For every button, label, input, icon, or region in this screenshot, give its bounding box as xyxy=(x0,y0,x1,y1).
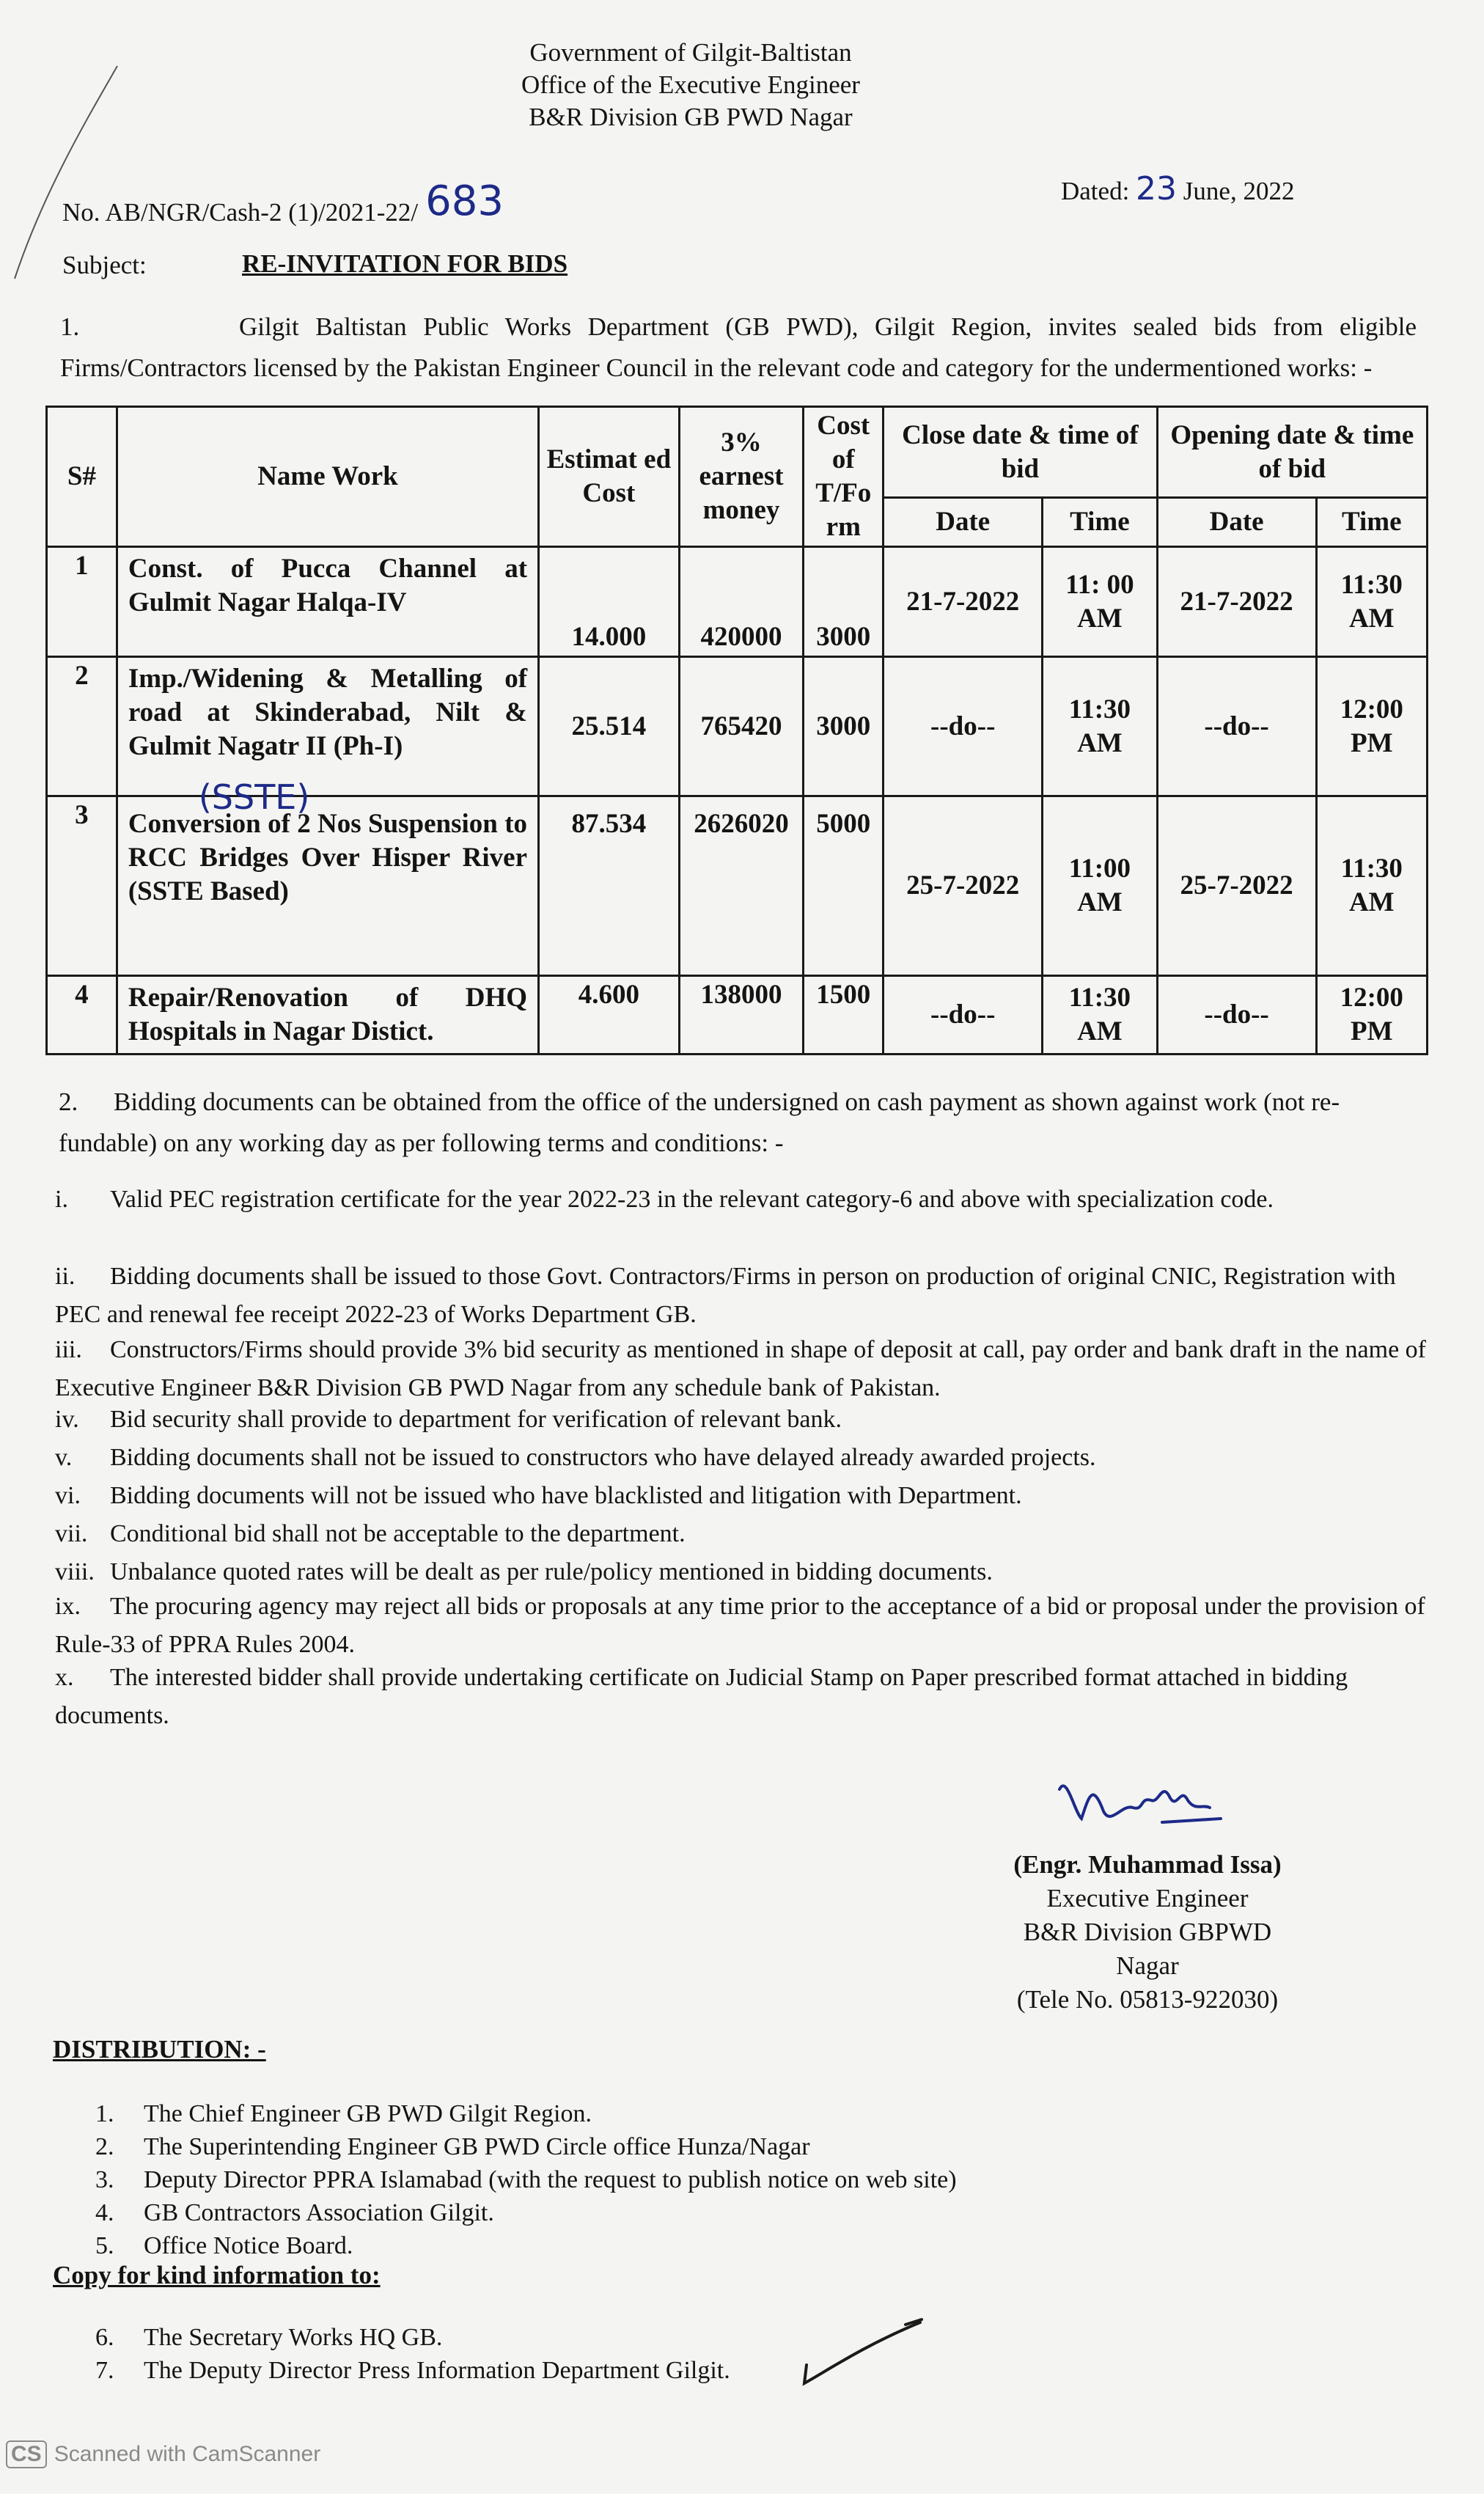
scanner-text: Scanned with CamScanner xyxy=(54,2442,321,2466)
reference-number-label: No. AB/NGR/Cash-2 (1)/2021-22/ xyxy=(62,198,419,227)
distribution-item xyxy=(95,2163,957,2196)
camscanner-logo: CS xyxy=(6,2440,47,2468)
cell-open-date: 25-7-2022 xyxy=(1157,796,1316,976)
date-rest: June, 2022 xyxy=(1183,177,1295,205)
cell-open-date: 21-7-2022 xyxy=(1157,547,1316,657)
condition-text: Bidding documents will not be issued who have blacklisted and litigation with Department. xyxy=(110,1482,1022,1509)
condition-number: i. xyxy=(55,1186,68,1213)
date-label: Dated: xyxy=(1061,177,1130,205)
cell-cost: 25.514 xyxy=(539,657,680,796)
cell-form: 5000 xyxy=(804,796,884,976)
cell-sno: 2 xyxy=(47,657,117,796)
cell-form: 1500 xyxy=(804,976,884,1055)
distribution-text: Deputy Director PPRA Islamabad (with the request to publish notice on web site) xyxy=(144,2166,957,2193)
distribution-item xyxy=(95,2097,592,2130)
cell-cost: 4.600 xyxy=(539,976,680,1055)
paragraph-2 xyxy=(59,1082,1422,1164)
col-header-opening: Opening date & time of bid xyxy=(1157,407,1427,498)
col-header-earnest: 3% earnest money xyxy=(679,407,804,547)
letterhead-line-2: Office of the Executive Engineer xyxy=(521,70,860,99)
condition-item xyxy=(55,1439,1426,1477)
cell-name: Repair/Renovation of DHQ Hospitals in Nagar Distict. xyxy=(117,976,538,1055)
condition-item xyxy=(55,1477,1426,1515)
cell-sno: 3 xyxy=(47,796,117,976)
copy-number: 7. xyxy=(95,2357,114,2384)
cell-close-date: 21-7-2022 xyxy=(884,547,1043,657)
paragraph-1-number: 1. xyxy=(60,312,80,341)
handwritten-signature xyxy=(1052,1767,1243,1848)
cell-open-time: 11:30 AM xyxy=(1316,796,1427,976)
col-header-close-date: Date xyxy=(884,498,1043,547)
condition-number: iv. xyxy=(55,1406,79,1433)
cell-open-time: 11:30 AM xyxy=(1316,547,1427,657)
cell-sno: 4 xyxy=(47,976,117,1055)
condition-text: Valid PEC registration certificate for the year 2022-23 in the relevant category-6 and above with specialization code. xyxy=(110,1186,1274,1213)
distribution-number: 2. xyxy=(95,2133,114,2160)
condition-number: ix. xyxy=(55,1593,81,1620)
distribution-text: GB Contractors Association Gilgit. xyxy=(144,2199,494,2226)
signatory-phone: (Tele No. 05813-922030) xyxy=(1016,1985,1279,2014)
letterhead-line-1: Government of Gilgit-Baltistan xyxy=(529,38,852,67)
copy-text: The Secretary Works HQ GB. xyxy=(144,2324,443,2351)
col-header-open-time: Time xyxy=(1316,498,1427,547)
table-header-row xyxy=(47,407,1428,498)
col-header-sno: S# xyxy=(47,407,117,547)
copy-item xyxy=(95,2354,730,2387)
subject-label: Subject: xyxy=(62,251,147,279)
cell-close-time: 11:30 AM xyxy=(1043,976,1157,1055)
signature-block xyxy=(953,1848,1342,2017)
cell-open-time: 12:00 PM xyxy=(1316,657,1427,796)
condition-number: x. xyxy=(55,1664,74,1691)
cell-open-time: 12:00 PM xyxy=(1316,976,1427,1055)
col-header-form: Cost of T/Fo rm xyxy=(804,407,884,547)
signatory-title: Executive Engineer xyxy=(1046,1884,1249,1912)
condition-number: v. xyxy=(55,1444,73,1471)
cell-name: Const. of Pucca Channel at Gulmit Nagar Halqa-IV xyxy=(117,547,538,657)
condition-text: Conditional bid shall not be acceptable to the department. xyxy=(110,1520,686,1547)
signatory-division: B&R Division GBPWD xyxy=(1023,1918,1272,1946)
condition-text: The procuring agency may reject all bids or proposals at any time prior to the acceptance of a bid or proposal under the provision of Rule-33 of PPRA Rules 2004. xyxy=(55,1593,1425,1658)
cell-name: Conversion of 2 Nos Suspension to RCC Bridges Over Hisper River (SSTE Based) xyxy=(117,796,538,976)
cell-close-time: 11:30 AM xyxy=(1043,657,1157,796)
condition-text: Bid security shall provide to department for verification of relevant bank. xyxy=(110,1406,842,1433)
condition-item xyxy=(55,1659,1426,1735)
table-row xyxy=(47,796,1428,976)
condition-item xyxy=(55,1258,1426,1334)
cell-close-time: 11:00 AM xyxy=(1043,796,1157,976)
cell-name xyxy=(117,657,538,817)
table-row xyxy=(47,976,1428,1055)
distribution-number: 3. xyxy=(95,2166,114,2193)
signatory-name: (Engr. Muhammad Issa) xyxy=(1013,1850,1282,1879)
cell-name-text: Imp./Widening & Metalling of road at Skinderabad, Nilt & Gulmit Nagatr II (Ph-I) xyxy=(128,664,528,761)
condition-number: viii. xyxy=(55,1558,95,1585)
cell-sno: 1 xyxy=(47,547,117,657)
distribution-heading: DISTRIBUTION: - xyxy=(53,2035,266,2064)
cell-close-time: 11: 00 AM xyxy=(1043,547,1157,657)
table-row xyxy=(47,657,1428,796)
paragraph-2-number: 2. xyxy=(59,1088,78,1116)
paragraph-1-text: Gilgit Baltistan Public Works Department (GB PWD), Gilgit Region, invites sealed bids from eligible Firms/Contractors licensed by the Pakistan Engineer Council in the relevant code and category for the undermentioned works: - xyxy=(60,312,1417,382)
condition-text: Bidding documents shall be issued to those Govt. Contractors/Firms in person on production of original CNIC, Registration with PEC and renewal fee receipt 2022-23 of Works Department GB. xyxy=(55,1263,1396,1328)
paragraph-1 xyxy=(60,307,1417,389)
cell-cost: 14.000 xyxy=(539,547,680,657)
cell-open-date: --do-- xyxy=(1157,657,1316,796)
condition-item xyxy=(55,1181,1426,1219)
col-header-open-date: Date xyxy=(1157,498,1316,547)
col-header-cost: Estimat ed Cost xyxy=(539,407,680,547)
table-row xyxy=(47,547,1428,657)
cell-form: 3000 xyxy=(804,657,884,796)
cell-open-date: --do-- xyxy=(1157,976,1316,1055)
handwritten-tick xyxy=(796,2314,928,2387)
condition-number: vii. xyxy=(55,1520,88,1547)
condition-item xyxy=(55,1401,1426,1439)
copy-number: 6. xyxy=(95,2324,114,2351)
letterhead xyxy=(0,37,1484,133)
handwritten-reference-number: 683 xyxy=(425,177,504,225)
margin-pencil-mark xyxy=(0,44,132,293)
date-line xyxy=(1061,170,1294,208)
handwritten-day: 23 xyxy=(1136,170,1178,208)
copy-heading: Copy for kind information to: xyxy=(53,2261,381,2289)
distribution-text: Office Notice Board. xyxy=(144,2232,353,2259)
condition-text: Unbalance quoted rates will be dealt as per rule/policy mentioned in bidding documents. xyxy=(110,1558,993,1585)
cell-cost: 87.534 xyxy=(539,796,680,976)
cell-form: 3000 xyxy=(804,547,884,657)
condition-item xyxy=(55,1553,1426,1591)
condition-number: ii. xyxy=(55,1263,76,1290)
distribution-text: The Superintending Engineer GB PWD Circle office Hunza/Nagar xyxy=(144,2133,810,2160)
distribution-number: 1. xyxy=(95,2100,114,2127)
condition-text: The interested bidder shall provide undertaking certificate on Judicial Stamp on Paper prescribed format attached in bidding documents. xyxy=(55,1664,1348,1729)
distribution-item xyxy=(95,2130,810,2163)
cell-earnest: 765420 xyxy=(679,657,804,796)
cell-earnest: 420000 xyxy=(679,547,804,657)
subject-text: RE-INVITATION FOR BIDS xyxy=(242,249,568,278)
letterhead-line-3: B&R Division GB PWD Nagar xyxy=(529,103,853,131)
condition-item xyxy=(55,1588,1426,1664)
cell-close-date: 25-7-2022 xyxy=(884,796,1043,976)
handwritten-annotation: (SSTE) xyxy=(198,777,310,817)
condition-item xyxy=(55,1331,1426,1407)
condition-number: iii. xyxy=(55,1336,82,1363)
signatory-place: Nagar xyxy=(1116,1951,1179,1980)
scanner-watermark xyxy=(6,2440,320,2468)
cell-earnest: 2626020 xyxy=(679,796,804,976)
col-header-close: Close date & time of bid xyxy=(884,407,1157,498)
cell-close-date: --do-- xyxy=(884,657,1043,796)
cell-close-date: --do-- xyxy=(884,976,1043,1055)
distribution-text: The Chief Engineer GB PWD Gilgit Region. xyxy=(144,2100,592,2127)
col-header-close-time: Time xyxy=(1043,498,1157,547)
condition-item xyxy=(55,1515,1426,1553)
copy-text: The Deputy Director Press Information Department Gilgit. xyxy=(144,2357,730,2384)
copy-item xyxy=(95,2321,442,2354)
distribution-number: 4. xyxy=(95,2199,114,2226)
distribution-number: 5. xyxy=(95,2232,114,2259)
condition-text: Constructors/Firms should provide 3% bid security as mentioned in shape of deposit at call, pay order and bank draft in the name of Executive Engineer B&R Division GB PWD Nagar from any schedule bank of Pakistan. xyxy=(55,1336,1426,1401)
col-header-name: Name Work xyxy=(117,407,538,547)
distribution-item xyxy=(95,2229,353,2262)
cell-earnest: 138000 xyxy=(679,976,804,1055)
bids-table xyxy=(45,406,1428,1055)
condition-text: Bidding documents shall not be issued to constructors who have delayed already awarded projects. xyxy=(110,1444,1096,1471)
distribution-item xyxy=(95,2196,494,2229)
paragraph-2-text: Bidding documents can be obtained from the office of the undersigned on cash payment as shown against work (not re-fundable) on any working day as per following terms and conditions: - xyxy=(59,1088,1340,1157)
condition-number: vi. xyxy=(55,1482,81,1509)
